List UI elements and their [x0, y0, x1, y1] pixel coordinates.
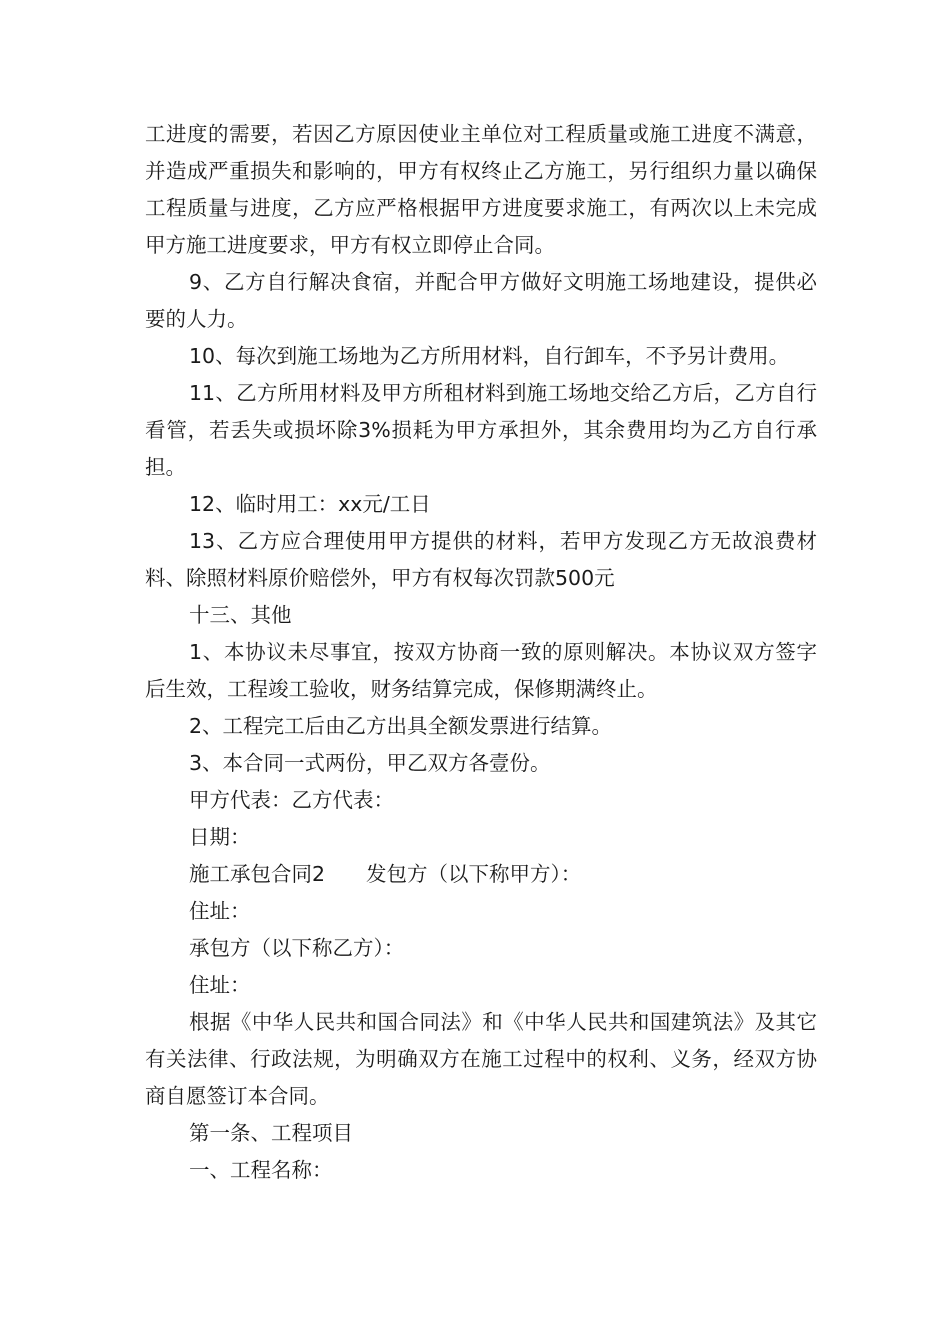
contractor-address: 住址： [189, 973, 251, 997]
section-heading-other: 十三、其他 [189, 603, 292, 627]
contract-2-title-employer: 施工承包合同2 发包方（以下称甲方）： [189, 862, 582, 886]
contractor-label: 承包方（以下称乙方）： [189, 936, 405, 960]
paragraph-clause-9: 9、乙方自行解决食宿，并配合甲方做好文明施工场地建设，提供必要的人力。 [145, 270, 817, 331]
document-body [145, 116, 817, 1189]
paragraph-legal-basis: 根据《中华人民共和国合同法》和《中华人民共和国建筑法》及其它有关法律、行政法规，为明确双方在施工过程中的权利、义务，经双方协商自愿签订本合同。 [145, 1010, 817, 1108]
employer-address: 住址： [189, 899, 251, 923]
signature-date: 日期： [189, 825, 251, 849]
paragraph-other-2: 2、工程完工后由乙方出具全额发票进行结算。 [189, 714, 613, 738]
paragraph-clause-13: 13、乙方应合理使用甲方提供的材料，若甲方发现乙方无故浪费材料、除照材料原价赔偿外，甲方有权每次罚款500元 [145, 529, 817, 590]
paragraph-schedule-requirement: 工进度的需要，若因乙方原因使业主单位对工程质量或施工进度不满意，并造成严重损失和影响的，甲方有权终止乙方施工，另行组织力量以确保工程质量与进度，乙方应严格根据甲方进度要求施工，有两次以上未完成甲方施工进度要求，甲方有权立即停止合同。 [145, 122, 817, 257]
paragraph-other-3: 3、本合同一式两份，甲乙双方各壹份。 [189, 751, 551, 775]
signature-representatives: 甲方代表：乙方代表： [189, 788, 394, 812]
project-name-label: 一、工程名称： [189, 1158, 333, 1182]
article-1-heading: 第一条、工程项目 [189, 1121, 353, 1145]
paragraph-clause-11: 11、乙方所用材料及甲方所租材料到施工场地交给乙方后，乙方自行看管，若丢失或损坏除3%损耗为甲方承担外，其余费用均为乙方自行承担。 [145, 381, 817, 479]
paragraph-clause-12: 12、临时用工：xx元/工日 [189, 492, 431, 516]
paragraph-other-1: 1、本协议未尽事宜，按双方协商一致的原则解决。本协议双方签字后生效，工程竣工验收，财务结算完成，保修期满终止。 [145, 640, 817, 701]
paragraph-clause-10: 10、每次到施工场地为乙方所用材料，自行卸车，不予另计费用。 [189, 344, 790, 368]
